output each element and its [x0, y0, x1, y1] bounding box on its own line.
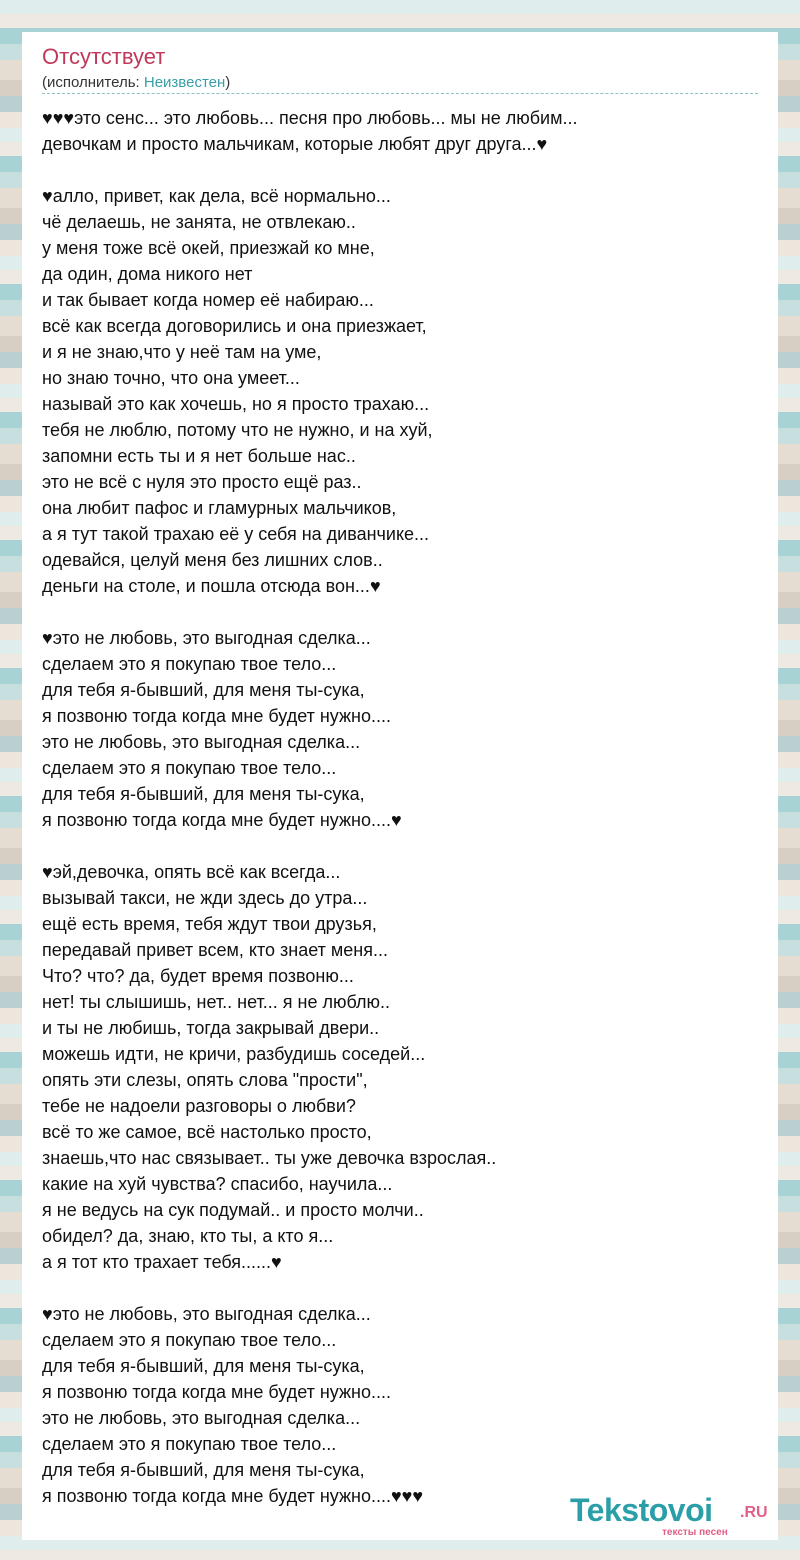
lyric-line: одевайся, целуй меня без лишних слов..	[42, 550, 383, 570]
lyric-line: знаешь,что нас связывает.. ты уже девочка взрослая..	[42, 1148, 497, 1168]
lyric-line: ещё есть время, тебя ждут твои друзья,	[42, 914, 377, 934]
lyric-line: всё то же самое, всё настолько просто,	[42, 1122, 372, 1142]
lyric-line: для тебя я-бывший, для меня ты-сука,	[42, 784, 365, 804]
lyric-line: тебе не надоели разговоры о любви?	[42, 1096, 356, 1116]
lyric-line: какие на хуй чувства? спасибо, научила...	[42, 1174, 393, 1194]
lyric-line: но знаю точно, что она умеет...	[42, 368, 300, 388]
artist-link[interactable]: Неизвестен	[143, 74, 226, 91]
lyric-line: сделаем это я покупаю твое тело...	[42, 1330, 337, 1350]
lyric-line: я позвоню тогда когда мне будет нужно....♥	[42, 810, 402, 830]
lyric-line: для тебя я-бывший, для меня ты-сука,	[42, 1460, 365, 1480]
logo-tld: .RU	[740, 1504, 768, 1521]
lyric-line: сделаем это я покупаю твое тело...	[42, 654, 337, 674]
lyric-line: ♥алло, привет, как дела, всё нормально...	[42, 186, 391, 206]
lyric-line: нет! ты слышишь, нет.. нет... я не люблю..	[42, 992, 390, 1012]
lyric-line: я не ведусь на сук подумай.. и просто молчи..	[42, 1200, 424, 1220]
lyric-line: запомни есть ты и я нет больше нас..	[42, 446, 356, 466]
lyric-line: это не всё с нуля это просто ещё раз..	[42, 472, 362, 492]
lyric-line: можешь идти, не кричи, разбудишь соседей...	[42, 1044, 426, 1064]
lyric-line: сделаем это я покупаю твое тело...	[42, 1434, 337, 1454]
lyric-line: ♥эй,девочка, опять всё как всегда...	[42, 862, 341, 882]
lyric-line: и ты не любишь, тогда закрывай двери..	[42, 1018, 380, 1038]
byline-prefix: (исполнитель:	[42, 74, 144, 91]
lyric-line: передавай привет всем, кто знает меня...	[42, 940, 388, 960]
lyric-line: Что? что? да, будет время позвоню...	[42, 966, 354, 986]
lyrics-text	[42, 105, 742, 1509]
lyric-line: да один, дома никого нет	[42, 264, 253, 284]
lyric-line: для тебя я-бывший, для меня ты-сука,	[42, 680, 365, 700]
lyric-line: у меня тоже всё окей, приезжай ко мне,	[42, 238, 375, 258]
lyric-line: тебя не люблю, потому что не нужно, и на хуй,	[42, 420, 433, 440]
stanza-break	[42, 833, 742, 859]
lyric-line: девочкам и просто мальчикам, которые любят друг друга...♥	[42, 134, 548, 154]
lyric-line: опять эти слезы, опять слова "прости",	[42, 1070, 368, 1090]
lyric-line: это не любовь, это выгодная сделка...	[42, 732, 361, 752]
lyric-line: это не любовь, это выгодная сделка...	[42, 1408, 361, 1428]
lyric-line: обидел? да, знаю, кто ты, а кто я...	[42, 1226, 334, 1246]
lyric-line: а я тут такой трахаю её у себя на диванчике...	[42, 524, 430, 544]
lyric-line: вызывай такси, не жди здесь до утра...	[42, 888, 368, 908]
lyric-line: она любит пафос и гламурных мальчиков,	[42, 498, 397, 518]
lyric-line: ♥это не любовь, это выгодная сделка...	[42, 1304, 371, 1324]
lyric-line: называй это как хочешь, но я просто трахаю...	[42, 394, 430, 414]
byline-suffix: )	[225, 74, 231, 91]
lyric-line: а я тот кто трахает тебя......♥	[42, 1252, 282, 1272]
song-title: Отсутствует	[42, 44, 166, 69]
lyric-line: для тебя я-бывший, для меня ты-сука,	[42, 1356, 365, 1376]
lyric-line: я позвоню тогда когда мне будет нужно....	[42, 706, 391, 726]
stanza-break	[42, 599, 742, 625]
logo-name: Tekstovoi	[570, 1492, 713, 1528]
site-logo[interactable]	[570, 1492, 780, 1536]
lyric-line: я позвоню тогда когда мне будет нужно....	[42, 1382, 391, 1402]
lyric-line: я позвоню тогда когда мне будет нужно....♥♥♥	[42, 1486, 424, 1506]
lyric-line: чё делаешь, не занята, не отвлекаю..	[42, 212, 356, 232]
lyric-line: и так бывает когда номер её набираю...	[42, 290, 374, 310]
lyric-line: ♥♥♥это сенс... это любовь... песня про любовь... мы не любим...	[42, 108, 578, 128]
lyric-line: деньги на столе, и пошла отсюда вон...♥	[42, 576, 381, 596]
lyric-line: ♥это не любовь, это выгодная сделка...	[42, 628, 371, 648]
lyric-line: сделаем это я покупаю твое тело...	[42, 758, 337, 778]
header-divider	[42, 93, 758, 94]
stanza-break	[42, 157, 742, 183]
lyric-line: и я не знаю,что у неё там на уме,	[42, 342, 322, 362]
artist-byline	[42, 74, 230, 91]
lyrics-panel	[22, 32, 778, 1540]
stanza-break	[42, 1275, 742, 1301]
logo-tagline: тексты песен	[662, 1527, 728, 1538]
lyric-line: всё как всегда договорились и она приезжает,	[42, 316, 427, 336]
